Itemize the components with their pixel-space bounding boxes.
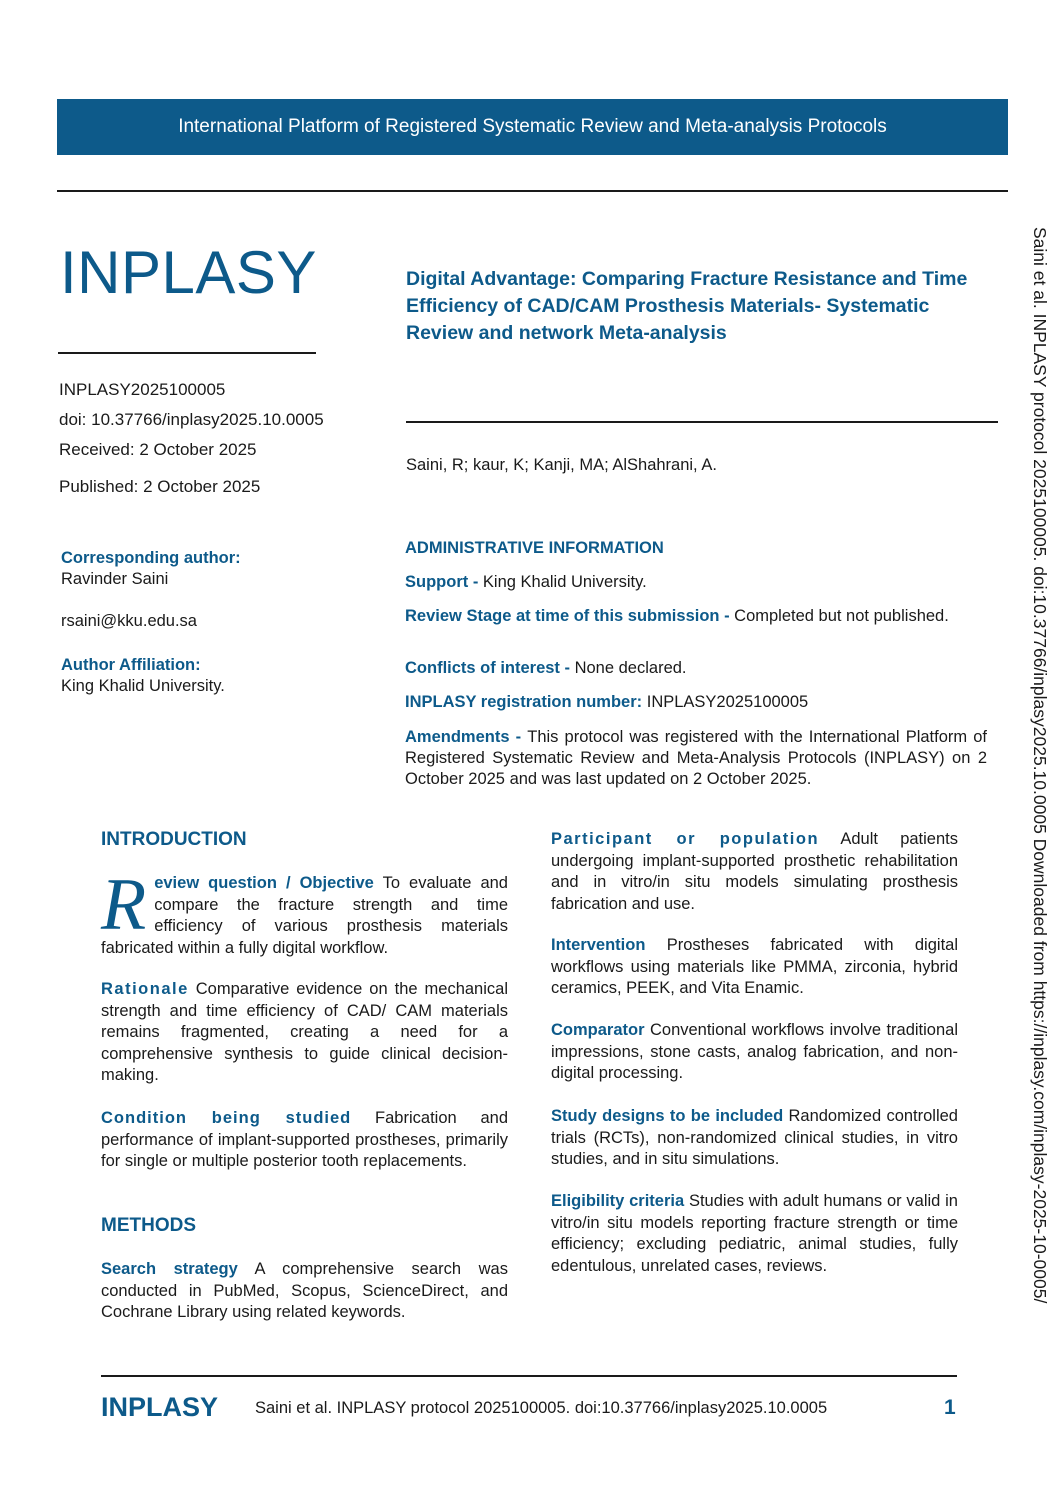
conflicts-label: Conflicts of interest - <box>405 659 575 677</box>
footer-citation: Saini et al. INPLASY protocol 2025100005. doi:10.37766/inplasy2025.10.0005 <box>255 1399 828 1417</box>
comparator-text: Conventional workflows involve traditional impressions, stone casts, analog fabrication, and non-digital processing. <box>551 1021 958 1082</box>
author-affiliation <box>61 655 225 697</box>
registration-value: INPLASY2025100005 <box>646 693 809 711</box>
condition-label: Condition being studied <box>101 1109 352 1127</box>
article-title: Digital Advantage: Comparing Fracture Resistance and Time Efficiency of CAD/CAM Prosthesis Materials- Systematic Review and network Meta-analysis <box>406 268 968 344</box>
conflicts-value: None declared. <box>574 659 687 677</box>
review-stage-label: Review Stage at time of this submission - <box>405 607 735 625</box>
participant-paragraph <box>551 829 958 915</box>
published-date: Published: 2 October 2025 <box>59 477 261 496</box>
drop-cap: R <box>101 864 147 946</box>
designs-paragraph <box>551 1106 958 1171</box>
side-citation-note: Saini et al. INPLASY protocol 2025100005. doi:10.37766/inplasy2025.10.0005 Downloaded from https://inplasy.com/inplasy-2025-10-0005/ <box>1030 227 1050 1304</box>
admin-amendments <box>405 727 987 790</box>
intervention-label: Intervention <box>551 936 646 954</box>
designs-text: Randomized controlled trials (RCTs), non-randomized clinical studies, in vitro studies, and in situ simulations. <box>551 1107 958 1168</box>
corresponding-author-name: Ravinder Saini <box>61 570 169 588</box>
participant-label: Participant or population <box>551 830 820 848</box>
page-number: 1 <box>944 1396 956 1419</box>
support-label: Support - <box>405 573 483 591</box>
eligibility-text: Studies with adult humans or valid in vitro/in situ models reporting fracture strength or time efficiency; excluding pediatric, animal studies, fully edentulous, unrelated cases, reviews. <box>551 1192 958 1275</box>
condition-paragraph <box>101 1108 508 1173</box>
brand-logo: INPLASY <box>60 239 317 306</box>
methods-heading: METHODS <box>101 1215 196 1236</box>
admin-review-stage <box>405 606 987 627</box>
intervention-paragraph <box>551 935 958 1000</box>
admin-registration <box>405 692 987 713</box>
amendments-label: Amendments - <box>405 728 528 746</box>
objective-text: To evaluate and compare the fracture strength and time efficiency of various prosthesis materials fabricated within a fully digital workflow. <box>101 874 508 957</box>
author-list: Saini, R; kaur, K; Kanji, MA; AlShahrani, A. <box>406 456 717 474</box>
footer-brand: INPLASY <box>101 1392 219 1422</box>
eligibility-paragraph <box>551 1191 958 1277</box>
search-paragraph <box>101 1259 508 1324</box>
search-label: Search strategy <box>101 1260 238 1278</box>
doi: doi: 10.37766/inplasy2025.10.0005 <box>59 410 324 429</box>
affiliation-label: Author Affiliation: <box>61 656 201 674</box>
amendments-value: This protocol was registered with the International Platform of Registered Systematic Review and Meta-Analysis Protocols (INPLASY) on 2 October 2025 and was last updated on 2 October 2025. <box>405 728 988 788</box>
intervention-text: Prostheses fabricated with digital workflows using materials like PMMA, zirconia, hybrid ceramics, PEEK, and Vita Enamic. <box>551 936 958 997</box>
condition-text: Fabrication and performance of implant-supported prostheses, primarily for single or multiple posterior tooth replacements. <box>101 1109 508 1170</box>
corresponding-author-label: Corresponding author: <box>61 549 241 567</box>
rationale-text: Comparative evidence on the mechanical strength and time efficiency of CAD/ CAM materials remains fragmented, creating a need for a comprehensive synthesis to guide clinical decision-making. <box>101 980 508 1084</box>
rationale-label: Rationale <box>101 980 189 998</box>
designs-label: Study designs to be included <box>551 1107 784 1125</box>
participant-text: Adult patients undergoing implant-supported prosthetic rehabilitation and in vitro/in situ models simulating prosthesis fabrication and use. <box>551 830 958 913</box>
comparator-paragraph <box>551 1020 958 1085</box>
title-divider <box>406 421 998 423</box>
admin-support <box>405 572 987 593</box>
introduction-heading: INTRODUCTION <box>101 829 247 850</box>
affiliation-value: King Khalid University. <box>61 677 225 695</box>
brand-divider <box>58 352 316 354</box>
admin-conflicts <box>405 658 987 679</box>
received-date: Received: 2 October 2025 <box>59 440 257 459</box>
rationale-paragraph <box>101 979 508 1087</box>
registration-label: INPLASY registration number: <box>405 693 647 711</box>
author-email[interactable]: rsaini@kku.edu.sa <box>61 612 197 630</box>
corresponding-author <box>61 548 241 590</box>
comparator-label: Comparator <box>551 1021 645 1039</box>
protocol-id: INPLASY2025100005 <box>59 380 226 399</box>
support-value: King Khalid University. <box>482 573 647 591</box>
admin-heading: ADMINISTRATIVE INFORMATION <box>405 539 664 557</box>
header-banner <box>57 99 1008 155</box>
objective-label: eview question / Objective <box>154 874 374 892</box>
eligibility-label: Eligibility criteria <box>551 1192 685 1210</box>
review-stage-value: Completed but not published. <box>734 607 949 625</box>
objective-paragraph <box>101 864 508 959</box>
banner-text: International Platform of Registered Systematic Review and Meta-analysis Protocols <box>178 116 887 137</box>
search-text: A comprehensive search was conducted in PubMed, Scopus, ScienceDirect, and Cochrane Library using related keywords. <box>101 1260 508 1321</box>
header-divider <box>57 190 1008 192</box>
footer-divider <box>101 1375 957 1377</box>
